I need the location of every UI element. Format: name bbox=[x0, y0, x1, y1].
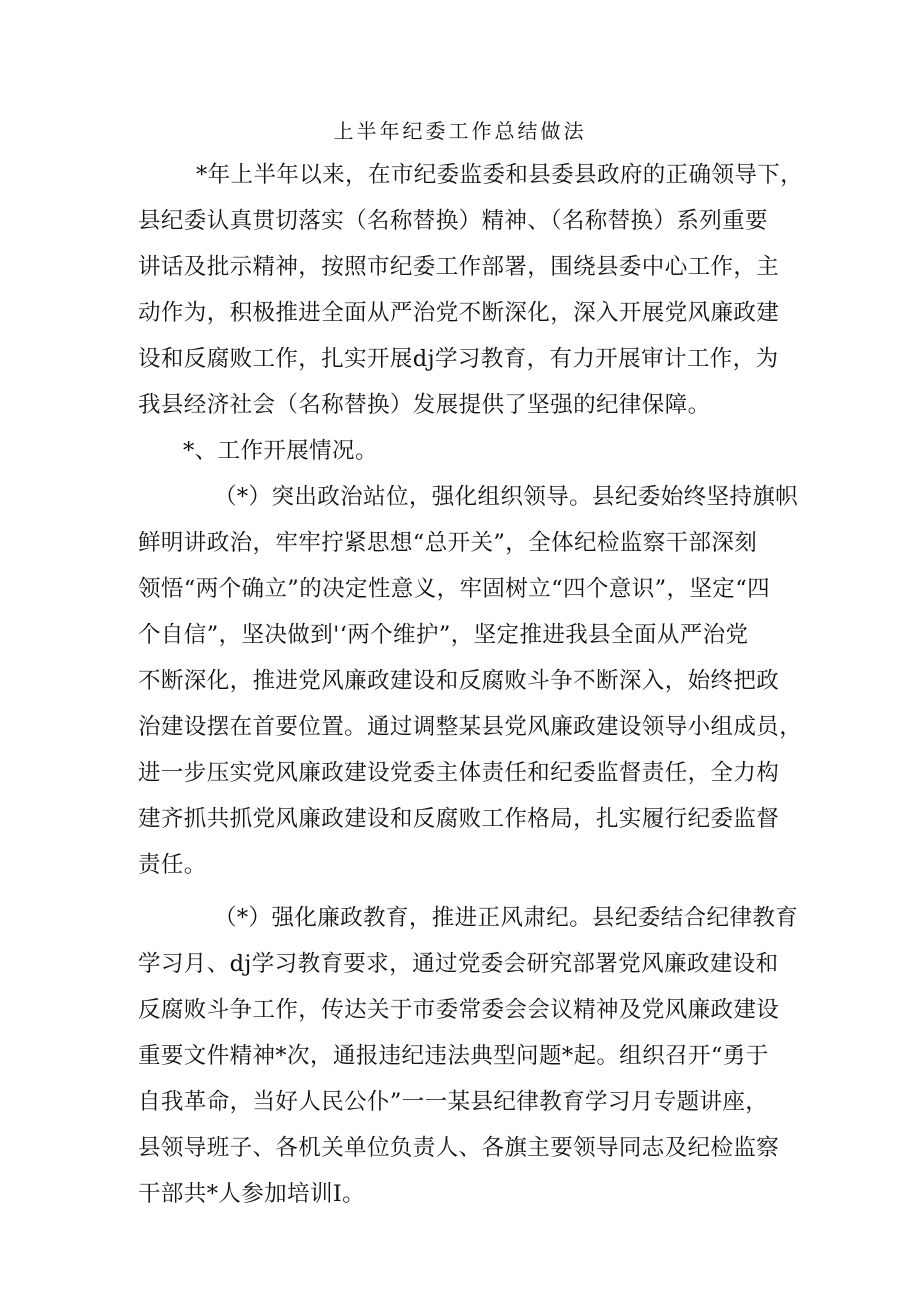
paragraph-3-line-8: 建齐抓共抓党风廉政建设和反腐败工作格局，扎实履行纪委监督 bbox=[138, 806, 780, 832]
paragraph-4-line-5: 自我革命，当好人民公仆”一一某县纪律教育学习月专题讲座， bbox=[138, 1089, 769, 1115]
paragraph-4-line-2: 学习月、dj学习教育要求，通过党委会研究部署党风廉政建设和 bbox=[138, 951, 779, 977]
paragraph-3-line-7: 进一步压实党风廉政建设党委主体责任和纪委监督责任，全力构 bbox=[138, 760, 780, 786]
paragraph-1-line-1: *年上半年以来，在市纪委监委和县委县政府的正确领导下， bbox=[196, 162, 804, 188]
paragraph-3-line-6: 治建设摆在首要位置。通过调整某县党风廉政建设领导小组成员， bbox=[138, 714, 803, 740]
paragraph-1-line-4: 动作为，积极推进全面从严治党不断深化，深入开展党风廉政建 bbox=[138, 300, 780, 326]
paragraph-4-line-3: 反腐败斗争工作，传达关于市委常委会会议精神及党风廉政建设 bbox=[138, 997, 780, 1023]
paragraph-3-line-1: （*）突出政治站位，强化组织领导。县纪委始终坚持旗帜 bbox=[214, 484, 799, 510]
paragraph-4-line-4: 重要文件精神*次，通报违纪违法典型问题*起。组织召开“勇于 bbox=[138, 1043, 769, 1069]
paragraph-1-line-2: 县纪委认真贯切落实（名称替换）精神、（名称替换）系列重要 bbox=[138, 208, 768, 234]
paragraph-3-line-9: 责任。 bbox=[138, 852, 207, 878]
paragraph-4-line-7: 干部共*人参加培训I。 bbox=[138, 1181, 366, 1207]
paragraph-3-line-2: 鲜明讲政治，牢牢拧紧思想“总开关”，全体纪检监察干部深刻 bbox=[138, 530, 758, 556]
section-heading: *、工作开展情况。 bbox=[183, 438, 378, 464]
paragraph-3-line-3: 领悟“两个确立”的决定性意义，牢固树立“四个意识”，坚定“四 bbox=[138, 576, 771, 602]
document-title: 上半年纪委工作总结做法 bbox=[333, 119, 587, 143]
paragraph-1-line-6: 我县经济社会（名称替换）发展提供了坚强的纪律保障。 bbox=[138, 392, 711, 418]
paragraph-1-line-3: 讲话及批示精神，按照市纪委工作部署，围绕县委中心工作，主 bbox=[138, 254, 780, 280]
paragraph-3-line-5: 不断深化，推进党风廉政建设和反腐败斗争不断深入，始终把政 bbox=[138, 668, 780, 694]
paragraph-4-line-1: （*）强化廉政教育，推进正风肃纪。县纪委结合纪律教育 bbox=[214, 905, 799, 931]
paragraph-3-line-4: 个自信”，坚决做到'‘两个维护”，坚定推进我县全面从严治党 bbox=[138, 622, 749, 648]
paragraph-1-line-5: 设和反腐败工作，扎实开展dj学习教育，有力开展审计工作，为 bbox=[138, 346, 779, 372]
paragraph-4-line-6: 县领导班子、各机关单位负责人、各旗主要领导同志及纪检监察 bbox=[138, 1135, 780, 1161]
